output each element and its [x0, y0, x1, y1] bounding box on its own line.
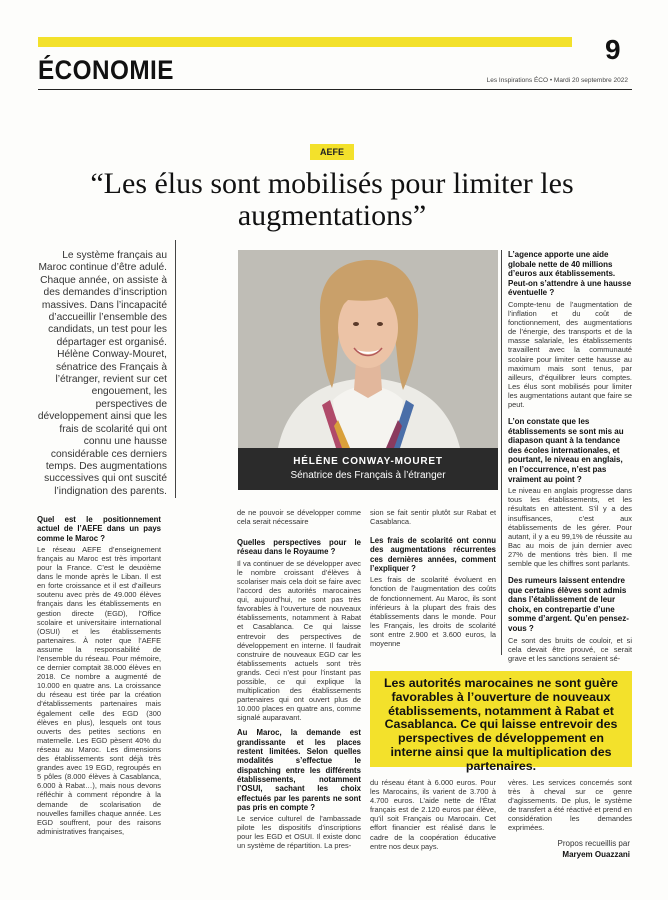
answer: Le niveau en anglais progresse dans tous les établissements, et les résultats en attestent. S’il y a des insuffisances, c’est aux établissements de les gérer. Pour autant, il y a eu 99,1% de réussite au Bac au mois de juin dernier avec 27% de mentions très bien. Il me semble que les chiffres sont parlants. — [508, 486, 632, 568]
portrait-photo — [238, 250, 498, 448]
question: Des rumeurs laissent entendre que certains élèves sont admis dans l’établissement de leur choix, en contrepartie d’une somme d’argent. Qu’en pensez-vous ? — [508, 576, 629, 634]
question: Quel est le positionnement actuel de l’AEFE dans un pays comme le Maroc ? — [37, 515, 161, 543]
answer: Les frais de scolarité évoluent en fonction de l’augmentation des coûts de fonctionnement. Au Maroc, ils sont inférieurs à la plupart des frais des établissements dans le monde. Pour les Français, les droits de scolarité sont entre 2.900 et 3.600 euros, la moyenne — [370, 575, 496, 649]
byline-author: Maryem Ouazzani — [562, 850, 630, 859]
answer: Le service culturel de l’ambassade pilote les dispositifs d’inscriptions pour les EGD et OSUI. Il existe donc un système de répartition. La pres- — [237, 814, 361, 851]
byline — [558, 838, 630, 860]
header-rule — [38, 89, 632, 90]
question: Les frais de scolarité ont connu des augmentations récurrentes ces dernières années, comment l’expliquer ? — [370, 536, 496, 574]
answer: Compte-tenu de l’augmentation de l’inflation et du coût de fonctionnement, des augmentations de l’énergie, des transports et de la masse salariale, les établissements travaillent avec la communauté scolaire pour limiter cette hausse au maximum mais sont tenus, par ailleurs, d’équilibrer leurs comptes. Les élus sont mobilisés pour limiter les augmentations autant que faire se peut. — [508, 299, 632, 409]
answer: Il va continuer de se développer avec le nombre croissant d’élèves à scolariser mais cela doit se faire avec l’accord des autorités marocaines qui, aujourd’hui, ne sont pas très favorables à l’ouverture de nouveaux établissements, notamment à Rabat et Casablanca. Ce qui laisse entrevoir des perspectives de développement en interne. Il faudrait construire de nouveaux EGD car les établissements actuels sont très grands. Ceci n’est pour l’instant pas possible, ce qui explique la multiplication des établissements partenaires qui ont ouvert plus de 10.000 places en quatre ans, comme signalé auparavant. — [237, 558, 361, 723]
article-column-2 — [237, 508, 361, 868]
article-column-4-continued: vères. Les services concernés sont très à cheval sur ce genre d’agissements. De plus, le système de transfert a été réactivé et prend en considération les demandes exprimées. — [508, 778, 632, 833]
question: Au Maroc, la demande est grandissante et les places restent limitées. Selon quelles modalités s’effectue le dispatching entre les différents établissements, notamment l’OSUI, sachant les choix effectués par les parents ne sont pas pris en compte ? — [237, 728, 361, 812]
answer: Le réseau AEFE d’enseignement français au Maroc est très important pour la France. C’est le deuxième dans le monde après le Liban. Il est en forte croissance et il est d’ailleurs soutenu avec près de 49.000 élèves français dans les établissements en gestion directe (EGD), l’Office scolaire et universitaire international (OSUI) et les établissements partenaires. À noter que l’AEFE assume la responsabilité de l’ensemble du réseau. Pour mémoire, ce dernier comptait 38.000 élèves en 2018. Ce nombre a augmenté de 10.000 en quatre ans. La croissance du réseau est tirée par la création d’établissements partenaires mais également celle des EGD (300 élèves en plus), lesquels ont tous ouverts des petites sections en maternelle. Les EGD pèsent 40% du réseau au Maroc. Les dimensions des établissements sont déjà très grandes avec 19 EGD, regroupés en 5 pôles (8.000 élèves à Casablanca, 6.000 à Rabat…), mais nous devons réfléchir à comment répondre à la demande de scolarisation de nouvelles familles chaque année. Les EGD souffrent, pour des raisons administratives françaises, — [37, 544, 161, 836]
section-title: ÉCONOMIE — [38, 55, 174, 85]
answer: sion se fait sentir plutôt sur Rabat et Casablanca. — [370, 508, 496, 527]
right-column — [508, 250, 632, 663]
column-divider — [175, 240, 176, 498]
column-divider — [501, 250, 502, 655]
question: L’agence apporte une aide globale nette de 40 millions d’euros aux établissements. Peut-on s’attendre à une hausse éventuelle ? — [508, 250, 632, 298]
publication-info: Les Inspirations ÉCO • Mardi 20 septembre 2022 — [486, 77, 628, 84]
byline-label: Propos recueillis par — [557, 839, 630, 848]
portrait-illustration — [238, 250, 498, 448]
answer: de ne pouvoir se développer comme cela serait nécessaire — [237, 508, 361, 527]
topic-tag: AEFE — [310, 144, 354, 160]
caption-title: Sénatrice des Français à l’étranger — [290, 470, 446, 481]
photo-caption — [238, 448, 498, 490]
article-column-1 — [37, 515, 161, 835]
intro-text: Le système français au Maroc continue d’être adulé. Chaque année, on assiste à des demandes d’inscription massives. Dans l’incapacité d’accueillir l’ensemble des candidats, un test pour les départager est organisé. Hélène Conway-Mouret, sénatrice des Français à l’étranger, revient sur cet engouement, les perspectives de développement ainsi que les frais de scolarité qui ont connu une hausse considérable ces derniers temps. Des augmentations successives qui ont suscité l’indignation des parents. — [37, 250, 167, 497]
question: L’on constate que les établissements se sont mis au diapason quant à la tendance des écoles internationales, et pourtant, le niveau en anglais, en l’occurrence, n’est pas vraiment au point ? — [508, 417, 624, 484]
answer: Ce sont des bruits de couloir, et si cela devait être prouvé, ce serait grave et les sanctions seraient sé- — [508, 635, 632, 663]
article-column-3 — [370, 508, 496, 668]
article-column-3-continued: du réseau étant à 6.000 euros. Pour les Marocains, ils varient de 3.700 à 4.700 euros. L’aide nette de l’État français est de 2.120 euros par élève, qu’il soit Français ou Marocain. Cet effort financier est réalisé dans le cadre de la coopération éducative entre nos deux pays. — [370, 778, 496, 851]
headline: “Les élus sont mobilisés pour limiter les augmentations” — [90, 167, 574, 232]
page-number: 9 — [605, 34, 621, 65]
question: Quelles perspectives pour le réseau dans le Royaume ? — [237, 538, 361, 557]
pull-quote: Les autorités marocaines ne sont guère favorables à l’ouverture de nouveaux établissements, notamment à Rabat et Casablanca. Ce qui laisse entrevoir des perspectives de développement en interne ainsi que la multiplication des partenaires. — [383, 676, 619, 773]
caption-name: HÉLÈNE CONWAY-MOURET — [293, 456, 443, 467]
pull-quote-box — [370, 671, 632, 773]
header-yellow-bar — [38, 37, 572, 47]
